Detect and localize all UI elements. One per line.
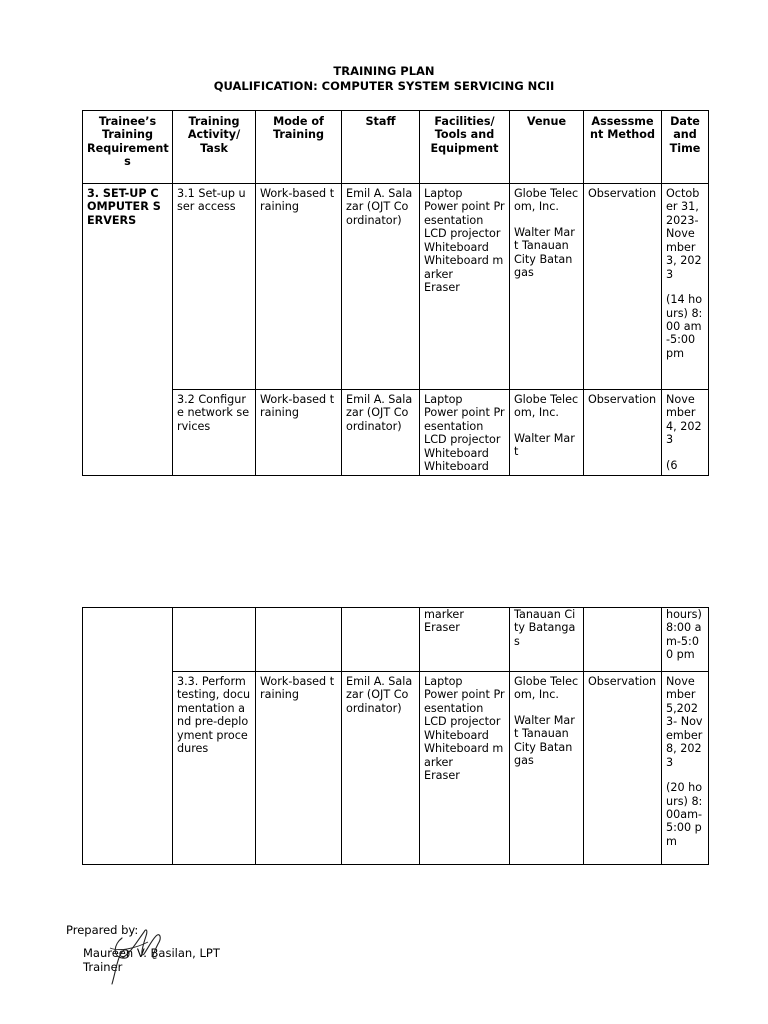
venue-company: Globe Telecom, Inc. <box>514 187 579 214</box>
trainer-role: Trainer <box>83 959 123 974</box>
col-header-assessment: Assessme nt Method <box>584 111 662 184</box>
facility-item: Power point Presentation <box>424 200 505 227</box>
col-header-facilities: Facilities/ Tools and Equipment <box>420 111 510 184</box>
staff-cell <box>342 608 420 672</box>
facilities-cell <box>420 390 510 476</box>
training-plan-table <box>82 110 709 476</box>
venue-location: Walter Mart <box>514 431 575 459</box>
mode-cell <box>256 608 342 672</box>
facility-item: LCD projector <box>424 227 501 241</box>
date-cell <box>662 390 709 476</box>
handwritten-signature <box>100 918 180 993</box>
assessment-cell: Observation <box>584 184 662 390</box>
assessment-cell: Observation <box>584 390 662 476</box>
trainer-name: Maureen V. Basilan, LPT <box>83 945 220 960</box>
mode-cell: Work-based training <box>256 672 342 865</box>
facilities-cell <box>420 184 510 390</box>
facilities-cell <box>420 672 510 865</box>
venue-location: Walter Mart Tanauan City Batangas <box>514 225 575 280</box>
col-header-task: Training Activity/ Task <box>173 111 256 184</box>
table-row <box>83 390 709 476</box>
qualification: QUALIFICATION: COMPUTER SYSTEM SERVICING NCII <box>213 79 555 93</box>
col-header-mode: Mode of Training <box>256 111 342 184</box>
facility-item: Whiteboard <box>424 460 489 474</box>
task-cell <box>173 608 256 672</box>
staff-cell: Emil A. Salazar (OJT Coordinator) <box>342 672 420 865</box>
venue-company: Globe Telecom, Inc. <box>514 675 579 702</box>
venue-cell: Tanauan City Batangas <box>510 608 584 672</box>
mode-cell: Work-based training <box>256 184 342 390</box>
facility-item: Whiteboard <box>424 446 489 460</box>
task-cell: 3.3. Perform testing, documentation and pre-deployment procedures <box>173 672 256 865</box>
venue-location: Walter Mart Tanauan City Batangas <box>514 713 575 768</box>
time-range: (14 hours) 8:00 am-5:00 pm <box>666 293 703 360</box>
requirement-cell <box>83 608 173 865</box>
venue-cell <box>510 390 584 476</box>
time-range: (20 hours) 8:00am-5:00 pm <box>666 781 703 848</box>
requirement-label: 3. SET-UP COMPUTER SERVERS <box>87 187 161 227</box>
facility-item: Whiteboard <box>424 728 489 742</box>
facility-item: Whiteboard marker <box>424 254 504 281</box>
title: TRAINING PLAN <box>333 64 435 78</box>
venue-cell <box>510 184 584 390</box>
date-range: October 31, 2023- November 3, 2023 <box>666 187 703 281</box>
prepared-by-label: Prepared by: <box>66 923 139 937</box>
facility-item: LCD projector <box>424 433 501 447</box>
header-row <box>83 111 709 184</box>
facility-item: Eraser <box>424 769 460 783</box>
facility-item: Whiteboard marker <box>424 742 504 769</box>
date-cell <box>662 184 709 390</box>
facilities-cell <box>420 608 510 672</box>
col-header-venue: Venue <box>510 111 584 184</box>
col-header-requirements: Trainee’s Training Requirement s <box>83 111 173 184</box>
facility-item: Laptop <box>424 187 463 200</box>
facility-item: Whiteboard <box>424 240 489 254</box>
mode-cell: Work-based training <box>256 390 342 476</box>
date-range: November 5,2023- November 8, 2023 <box>666 675 706 769</box>
col-header-date: Date and Time <box>662 111 709 184</box>
table-row <box>83 608 709 672</box>
requirement-cell <box>83 184 173 476</box>
table-row <box>83 672 709 865</box>
facility-item: marker <box>424 608 464 621</box>
facility-item: LCD projector <box>424 715 501 729</box>
facility-item: Eraser <box>424 281 460 295</box>
time-range: (6 <box>666 458 678 472</box>
facility-item: Eraser <box>424 621 460 635</box>
training-plan-table-continued <box>82 607 709 865</box>
staff-cell: Emil A. Salazar (OJT Coordinator) <box>342 184 420 390</box>
task-cell: 3.2 Configure network services <box>173 390 256 476</box>
assessment-cell <box>584 608 662 672</box>
facility-item: Power point Presentation <box>424 688 505 715</box>
facility-item: Power point Presentation <box>424 406 505 433</box>
venue-company: Globe Telecom, Inc. <box>514 393 579 420</box>
facility-item: Laptop <box>424 393 463 406</box>
task-cell: 3.1 Set-up user access <box>173 184 256 390</box>
table-row <box>83 184 709 390</box>
assessment-cell: Observation <box>584 672 662 865</box>
date-cell: hours) 8:00 am-5:00 pm <box>662 608 709 672</box>
date-cell <box>662 672 709 865</box>
venue-cell <box>510 672 584 865</box>
facility-item: Laptop <box>424 675 463 688</box>
col-header-staff: Staff <box>342 111 420 184</box>
date-range: November 4, 2023 <box>666 393 702 447</box>
staff-cell: Emil A. Salazar (OJT Coordinator) <box>342 390 420 476</box>
